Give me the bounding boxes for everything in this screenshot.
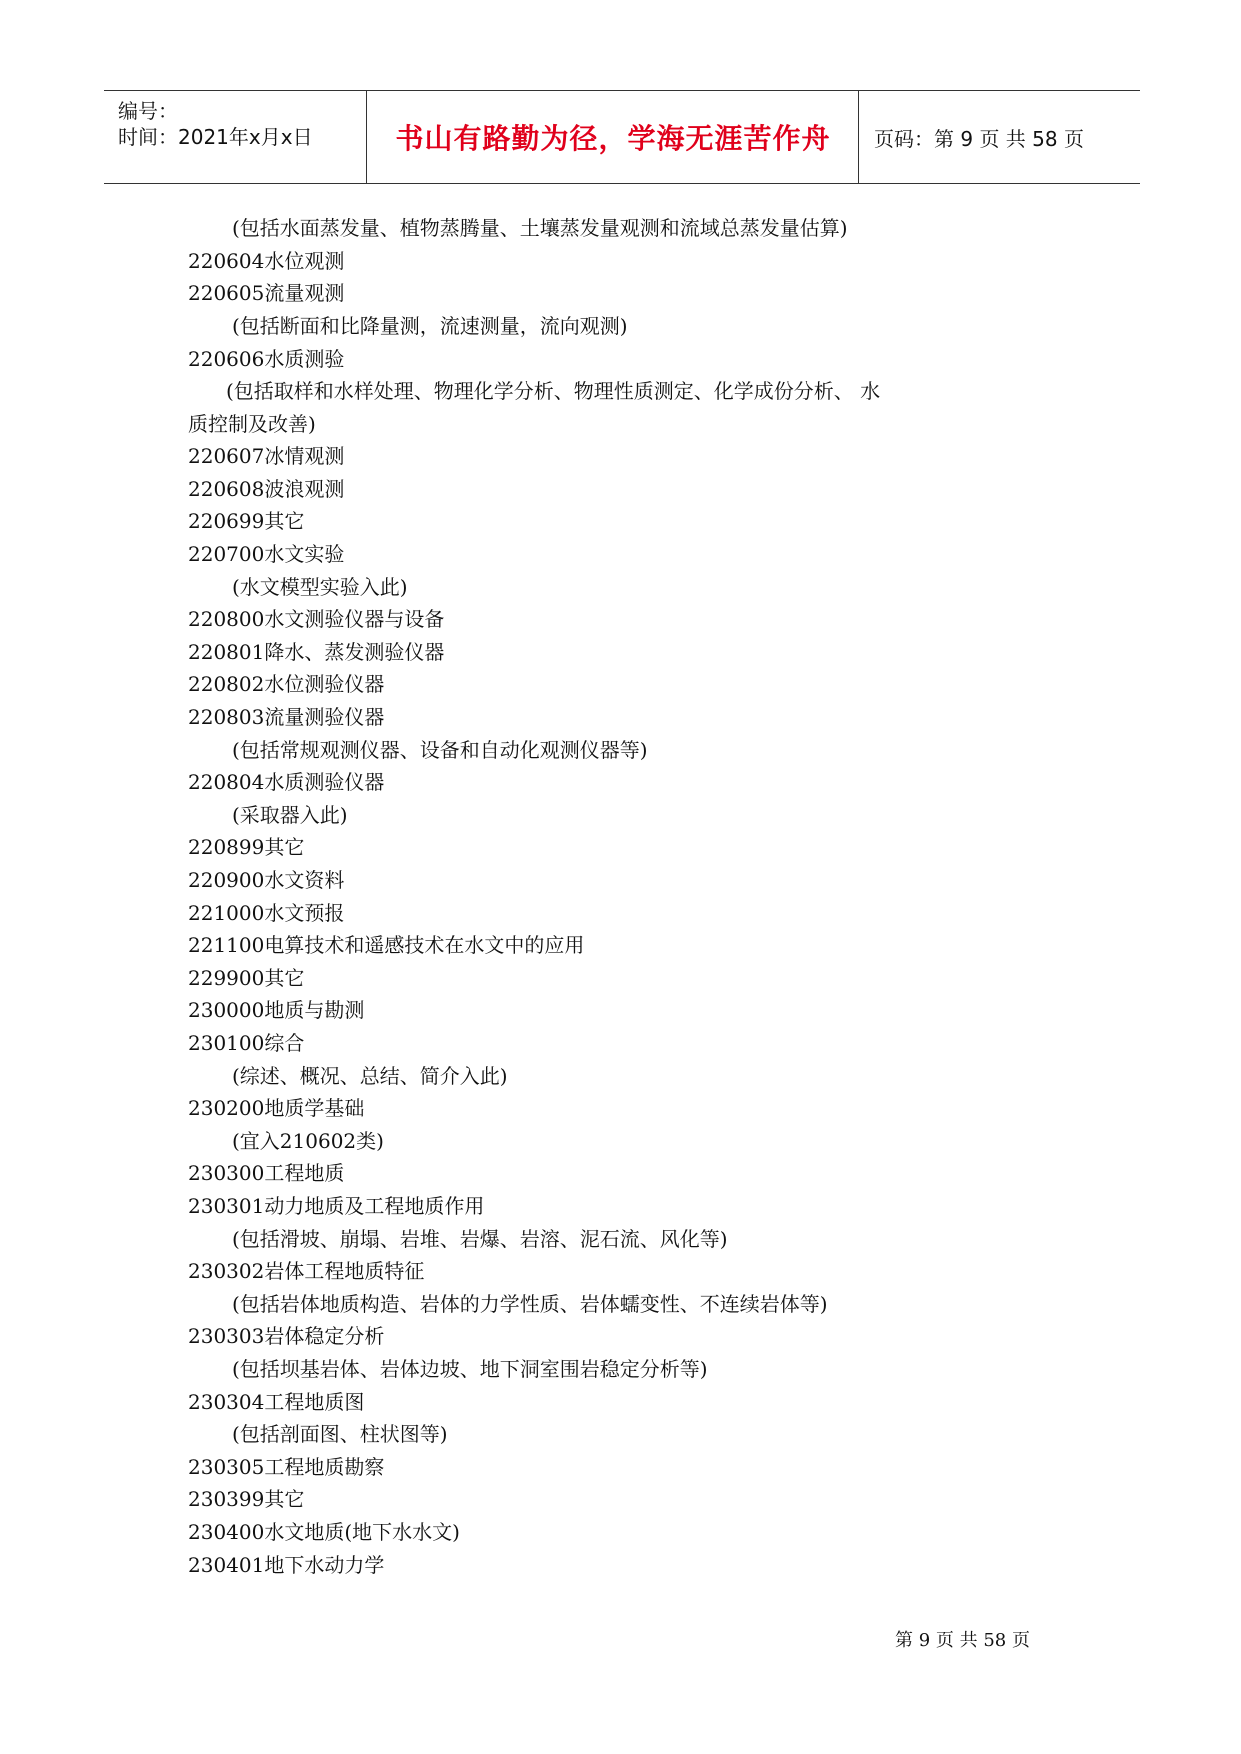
header-left-cell <box>104 91 367 183</box>
text-line: (综述、概况、总结、简介入此) <box>232 1064 508 1088</box>
text-line: 220900水文资料 <box>188 868 345 892</box>
page-header <box>104 90 1140 184</box>
text-line: (水文模型实验入此) <box>232 575 408 599</box>
text-line: 230000地质与勘测 <box>188 998 365 1022</box>
text-line: (包括岩体地质构造、岩体的力学性质、岩体蠕变性、不连续岩体等) <box>232 1292 828 1316</box>
text-line: 220606水质测验 <box>188 347 345 371</box>
text-line: 230399其它 <box>188 1487 305 1511</box>
page-label: 页码：第 9 页 共 58 页 <box>874 126 1084 151</box>
text-line: 230400水文地质(地下水水文) <box>188 1520 460 1544</box>
text-line: 220608波浪观测 <box>188 477 345 501</box>
text-line: 230305工程地质勘察 <box>188 1455 385 1479</box>
text-line: (包括水面蒸发量、植物蒸腾量、土壤蒸发量观测和流域总蒸发量估算) <box>232 216 848 240</box>
serial-label: 编号： <box>118 99 178 123</box>
text-line: (宜入210602类) <box>232 1129 384 1153</box>
text-line: 220803流量测验仪器 <box>188 705 385 729</box>
text-line: 230200地质学基础 <box>188 1096 365 1120</box>
text-line: 220605流量观测 <box>188 281 345 305</box>
text-line: 229900其它 <box>188 966 305 990</box>
motto: 书山有路勤为径，学海无涯苦作舟 <box>395 122 831 155</box>
text-line: 230303岩体稳定分析 <box>188 1324 385 1348</box>
text-line: 230302岩体工程地质特征 <box>188 1259 425 1283</box>
text-line: 220800水文测验仪器与设备 <box>188 607 445 631</box>
text-line: 220604水位观测 <box>188 249 345 273</box>
text-line: (包括取样和水样处理、物理化学分析、物理性质测定、化学成份分析、 水 <box>226 379 881 403</box>
text-line: (包括断面和比降量测，流速测量，流向观测) <box>232 314 628 338</box>
text-line: (包括坝基岩体、岩体边坡、地下洞室围岩稳定分析等) <box>232 1357 708 1381</box>
text-line: 230304工程地质图 <box>188 1390 365 1414</box>
text-line: 220899其它 <box>188 835 305 859</box>
header-right-cell <box>860 91 1140 183</box>
text-line: 220801降水、蒸发测验仪器 <box>188 640 445 664</box>
text-line: 质控制及改善) <box>188 412 316 436</box>
text-line: 220700水文实验 <box>188 542 345 566</box>
text-line: 221100电算技术和遥感技术在水文中的应用 <box>188 933 585 957</box>
text-line: 220804水质测验仪器 <box>188 770 385 794</box>
text-line: (包括滑坡、崩塌、岩堆、岩爆、岩溶、泥石流、风化等) <box>232 1227 728 1251</box>
text-line: 230301动力地质及工程地质作用 <box>188 1194 485 1218</box>
time-label: 时间：2021年x月x日 <box>118 125 313 149</box>
text-line: 230300工程地质 <box>188 1161 345 1185</box>
page-footer: 第 9 页 共 58 页 <box>895 1630 1030 1651</box>
text-line: (包括剖面图、柱状图等) <box>232 1422 448 1446</box>
text-line: 220607冰情观测 <box>188 444 345 468</box>
text-line: 220699其它 <box>188 509 305 533</box>
text-line: 221000水文预报 <box>188 901 345 925</box>
text-line: 220802水位测验仪器 <box>188 672 385 696</box>
text-line: (采取器入此) <box>232 803 348 827</box>
text-line: 230401地下水动力学 <box>188 1553 385 1577</box>
text-line: (包括常规观测仪器、设备和自动化观测仪器等) <box>232 738 648 762</box>
text-line: 230100综合 <box>188 1031 305 1055</box>
header-middle-cell <box>368 91 859 183</box>
